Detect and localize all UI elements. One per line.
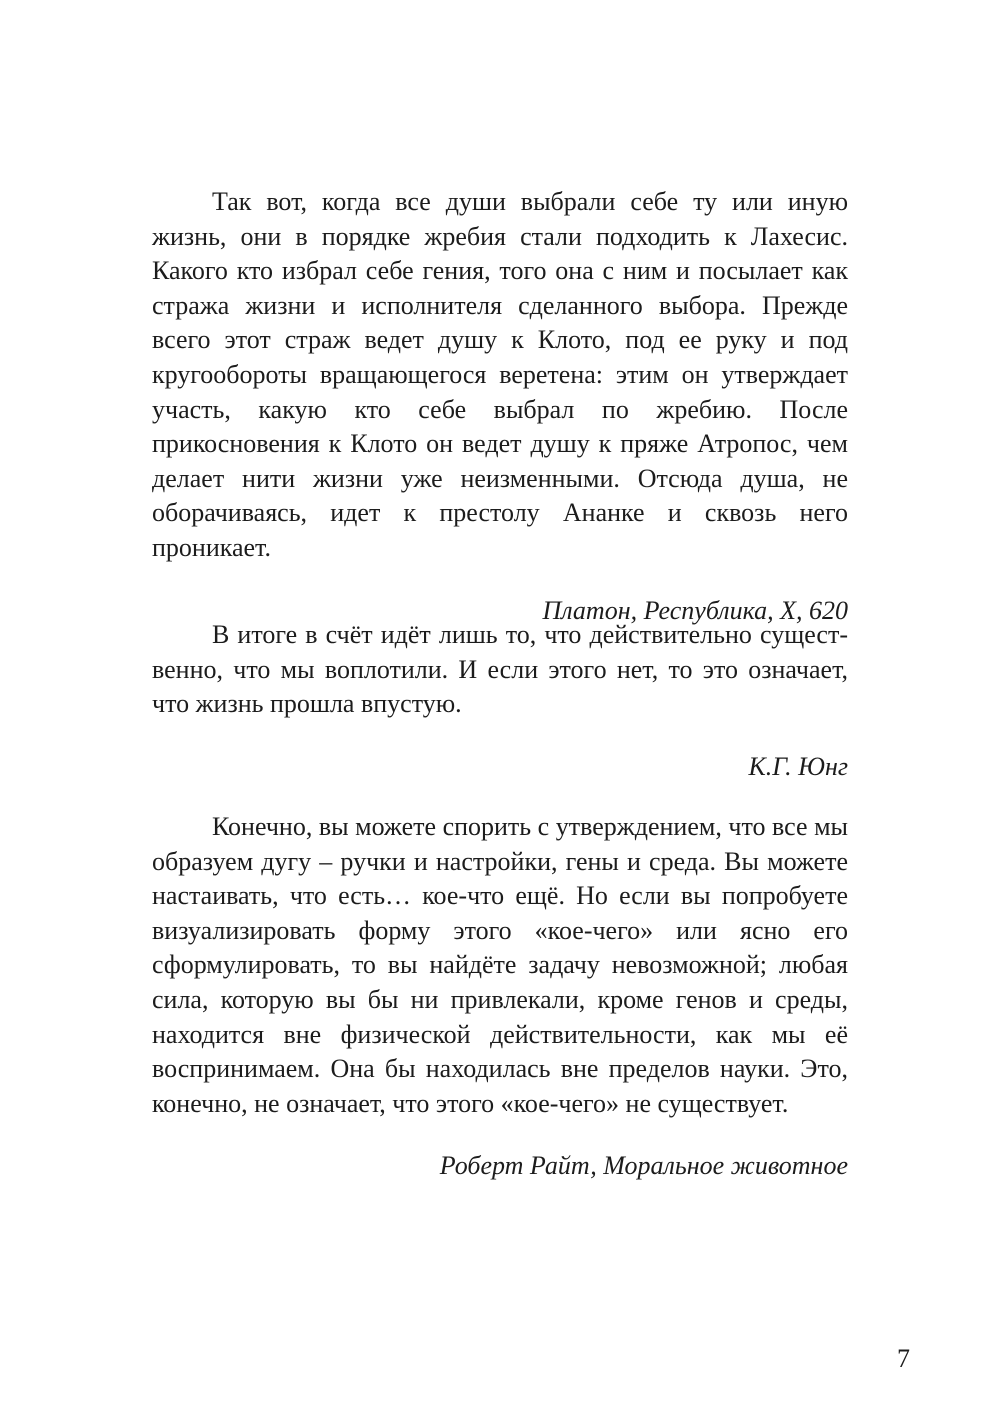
epigraph-wright bbox=[152, 810, 848, 1183]
epigraph-attribution: К.Г. Юнг bbox=[748, 751, 848, 781]
epigraph-plato bbox=[152, 185, 848, 628]
epigraph-attribution: Платон, Республика, X, 620 bbox=[542, 595, 848, 625]
epigraph-quote: Конечно, вы можете спорить с утверждением, что все мы образуем дугу – ручки и настройки, гены и среда. Вы можете настаивать, что есть… кое-что ещё. Но если вы попробуете визуализировать форму этого «кое-чего» или ясно его сформулировать, то вы найдёте задачу невозможной; любая сила, которую вы бы ни привлекали, кроме генов и среды, находится вне физической действительности, как мы её воспринимаем. Она бы находилась вне пределов науки. Это, конечно, не означает, что этого «кое-чего» не существует. bbox=[152, 812, 848, 1118]
epigraph-attribution: Роберт Райт, Моральное животное bbox=[439, 1151, 848, 1181]
epigraph-jung bbox=[152, 618, 848, 784]
page-number: 7 bbox=[897, 1344, 910, 1373]
epigraph-quote: В итоге в счёт идёт лишь то, что действительно существенно, что мы воплотили. И если этого нет, то это означает, что жизнь прошла впустую. bbox=[152, 620, 848, 719]
epigraph-quote: Так вот, когда все души выбрали себе ту или иную жизнь, они в порядке жребия стали подходить к Лахесис. Какого кто избрал себе гения, того она с ним и посылает как стража жизни и исполнителя сделанного выбора. Прежде всего этот страж ведет душу к Клото, под ее руку и под кругообороты вращающегося веретена: этим он утверждает участь, какую кто себе выбрал по жребию. После прикосновения к Клото он ведет душу к пряже Атропос, чем делает нити жизни уже неизменными. Отсюда душа, не оборачиваясь, идет к престолу Ананке и сквозь него проникает. bbox=[152, 187, 848, 562]
